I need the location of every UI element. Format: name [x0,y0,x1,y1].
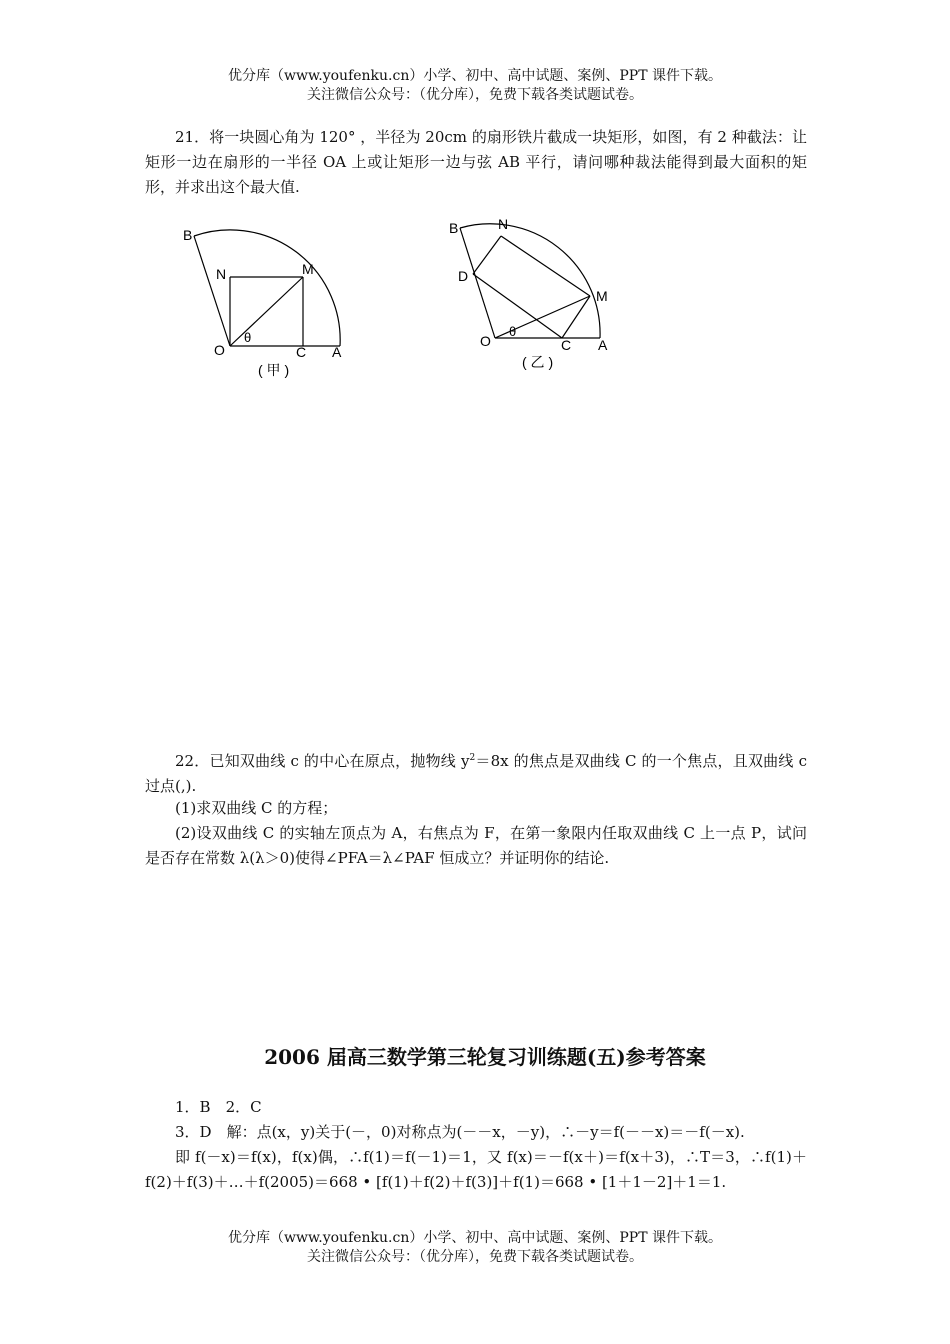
arc-ab [460,224,600,338]
footer-line-1: 优分库（www.youfenku.cn）小学、初中、高中试题、案例、PPT 课件下载。 [227,1230,722,1246]
answer-line-1: 1．B 2．C [175,1098,262,1116]
figure-yi [440,210,640,375]
label-o: O [480,333,491,349]
question-22-part-2: (2)设双曲线 C 的实轴左顶点为 A，右焦点为 F，在第一象限内任取双曲线 C 上一点 P，试问是否存在常数 λ(λ＞0)使得∠PFA＝λ∠PAF 恒成立？并证明你的结论. [145,824,807,867]
caption-jia: ( 甲 ) [258,362,290,378]
label-a: A [598,337,608,353]
segment-om [230,277,303,346]
figure-jia [170,220,370,385]
label-d: D [458,268,469,284]
label-n: N [498,216,509,232]
q22-intro-sup: 2 [469,753,476,763]
footer-line-2: 关注微信公众号：（优分库），免费下载各类试题试卷。 [307,1249,643,1265]
arc-ab [194,230,340,346]
answer-line-2: 3．D 解：点(x，y)关于(－，0)对称点为(－－x，－y)，∴－y＝f(－－x)＝－f(－x). [175,1123,745,1141]
question-22-part-1: (1)求双曲线 C 的方程； [175,799,338,817]
page-header [0,67,950,105]
rect-dn [473,236,501,274]
header-line-2: 关注微信公众号：（优分库），免费下载各类试题试卷。 [307,87,643,103]
label-m: M [596,288,608,304]
label-theta: θ [244,330,252,345]
q22-intro-b: ＝8x 的焦点是双曲线 C 的一个焦点，且双曲线 c 过点(,). [145,752,807,795]
label-o: O [214,342,225,358]
q22-intro-a: 22．已知双曲线 c 的中心在原点，抛物线 y [175,752,470,770]
label-a: A [332,344,342,360]
label-c: C [561,337,572,353]
header-line-1: 优分库（www.youfenku.cn）小学、初中、高中试题、案例、PPT 课件下载。 [227,68,722,84]
answer-line-3: 即 f(－x)＝f(x)，f(x)偶，∴f(1)＝f(－1)＝1，又 f(x)＝－f(x＋)＝f(x＋3)，∴T＝3，∴f(1)＋f(2)＋f(3)＋…＋f(2005)＝668 • [f(1)＋f(2)＋f(3)]＋f(1)＝668 • [1＋1－2]＋1＝1. [145,1148,807,1191]
label-b: B [449,220,459,236]
label-b: B [183,227,193,243]
answers-title: 2006 届高三数学第三轮复习训练题(五)参考答案 [264,1045,706,1069]
label-m: M [302,261,314,277]
label-theta: θ [509,324,517,339]
radius-ob [194,236,230,346]
caption-yi: ( 乙 ) [522,354,554,370]
label-c: C [296,344,307,360]
label-n: N [216,266,227,282]
question-22-intro [145,746,807,799]
question-21-text: 21．将一块圆心角为 120° ，半径为 20cm 的扇形铁片截成一块矩形，如图，有 2 种截法：让矩形一边在扇形的一半径 OA 上或让矩形一边与弦 AB 平行，请问哪种裁法能得到最大面积的矩形，并求出这个最大值. [145,128,807,196]
page-footer [0,1229,950,1267]
